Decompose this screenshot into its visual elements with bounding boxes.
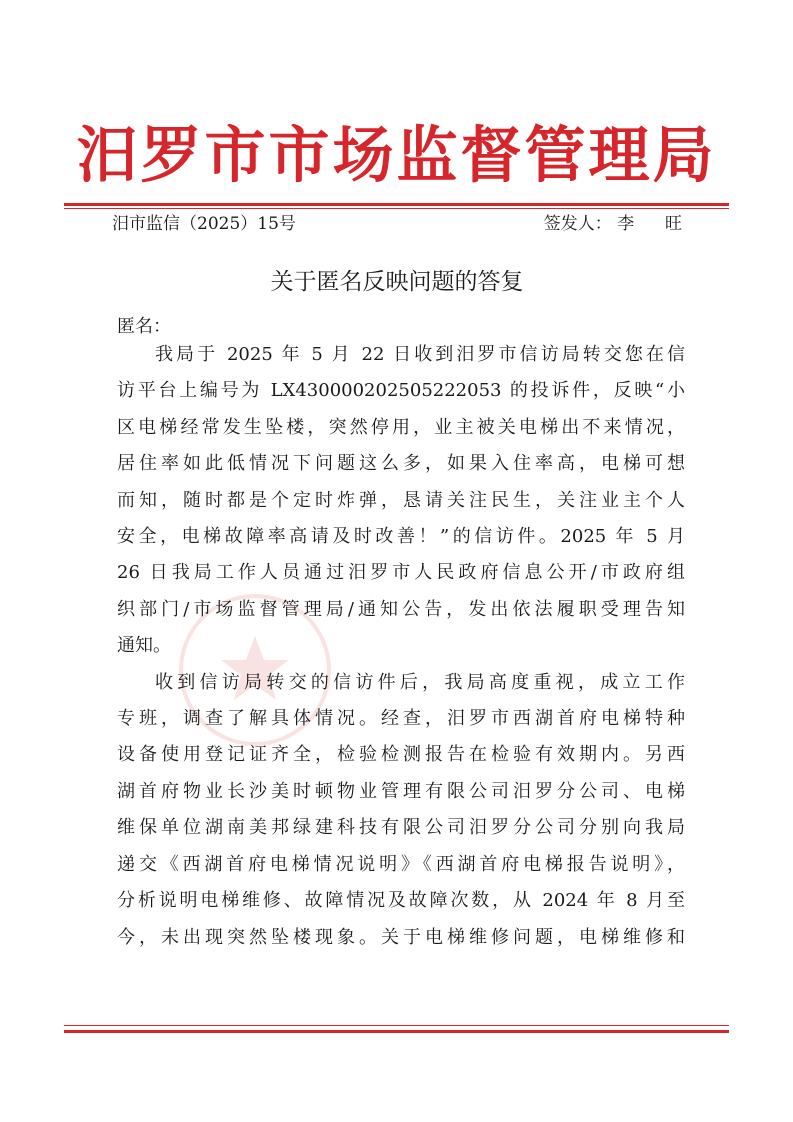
text-line: 湖首府物业长沙美时顿物业管理有限公司汨罗分公司、电梯 — [117, 780, 685, 802]
issuer-name-first: 李 — [617, 214, 635, 234]
text-line: 分析说明电梯维修、故障情况及故障次数，从 2024 年 8 月至 — [117, 890, 685, 912]
text-line: 设备使用登记证齐全，检验检测报告在检验有效期内。另西 — [117, 744, 685, 766]
document-meta-line — [112, 211, 682, 237]
paragraph-2 — [117, 665, 685, 956]
text-line: 今，未出现突然坠楼现象。关于电梯维修问题，电梯维修和 — [117, 926, 685, 948]
text-line: 织部门/市场监督管理局/通知公告，发出依法履职受理告知 — [117, 598, 685, 620]
org-header-title: 汨罗市市场监督管理局 — [76, 120, 717, 191]
text-line: 递交《西湖首府电梯情况说明》《西湖首府电梯报告说明》， — [117, 853, 685, 875]
text-line: 区电梯经常发生坠楼，突然停用，业主被关电梯出不来情况， — [117, 416, 685, 438]
document-number: 汨市监信（2025）15号 — [112, 214, 296, 234]
document-title: 关于匿名反映问题的答复 — [270, 269, 524, 295]
text-line: 居住率如此低情况下问题这么多，如果入住率高，电梯可想 — [117, 453, 685, 475]
header-red-rule-thin — [64, 208, 729, 209]
paragraph-1 — [117, 337, 685, 665]
text-line: 收到信访局转交的信访件后，我局高度重视，成立工作 — [155, 671, 685, 693]
document-body — [117, 337, 685, 956]
text-line: 安全，电梯故障率高请及时改善！”的信访件。2025 年 5 月 — [117, 526, 685, 548]
issuer-label: 签发人： — [543, 214, 612, 234]
text-line: 专班，调查了解具体情况。经查，汨罗市西湖首府电梯特种 — [117, 708, 685, 730]
text-line: 访平台上编号为 LX430000202505222053 的投诉件，反映“小 — [117, 380, 685, 402]
footer-red-rule-thin — [64, 1025, 729, 1026]
footer-red-rule-thick — [64, 1030, 729, 1033]
text-line: 我局于 2025 年 5 月 22 日收到汨罗市信访局转交您在信 — [155, 344, 685, 365]
issuer-name-last: 旺 — [665, 214, 682, 234]
text-line: 维保单位湖南美邦绿建科技有限公司汨罗分公司分别向我局 — [117, 817, 685, 839]
salutation: 匿名： — [117, 316, 171, 337]
text-line: 而知，随时都是个定时炸弹，恳请关注民生，关注业主个人 — [117, 489, 685, 511]
text-line: 26 日我局工作人员通过汨罗市人民政府信息公开/市政府组 — [117, 562, 685, 584]
text-line: 通知。 — [117, 635, 171, 657]
header-red-rule-thick — [64, 203, 729, 206]
issuer — [544, 211, 682, 237]
